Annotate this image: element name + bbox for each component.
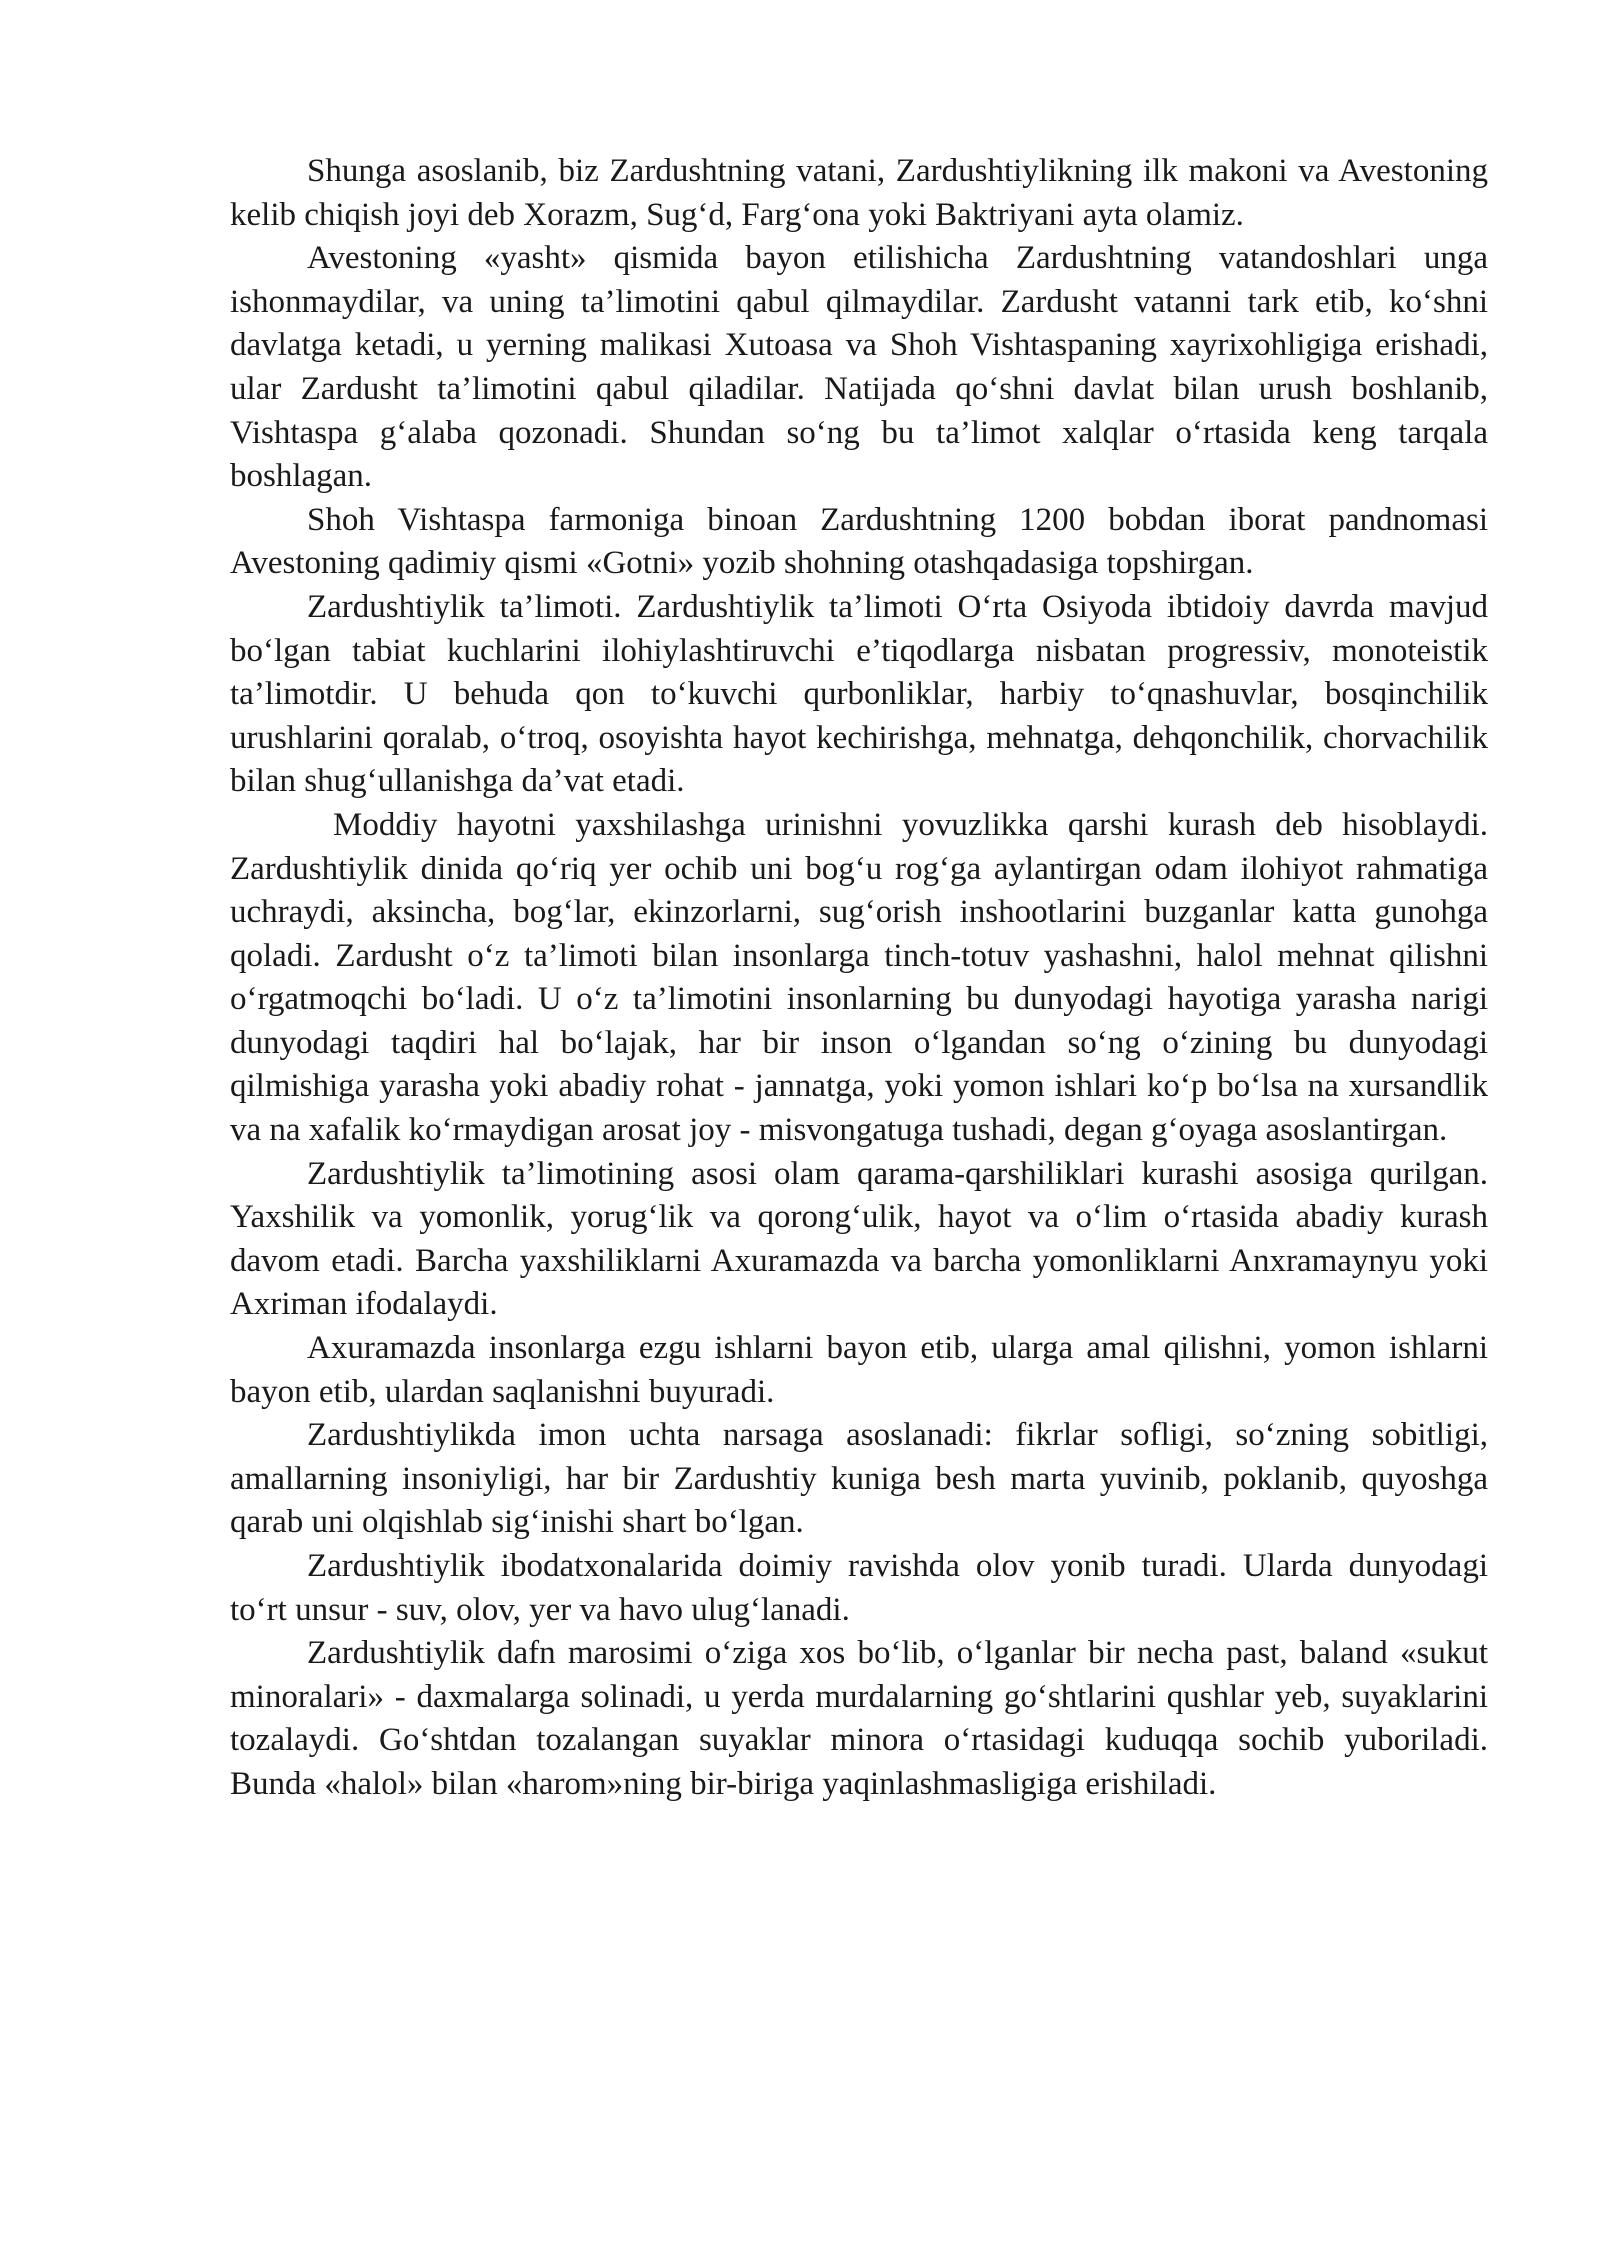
paragraph-homeland: Shunga asoslanib, biz Zardushtning vatani, Zardushtiylikning ilk makoni va Avestoning kelib chiqish joyi deb Xorazm, Sug‘d, Farg‘ona yoki Baktriyani ayta olamiz. bbox=[230, 153, 1488, 233]
paragraph-temples: Zardushtiylik ibodatxonalarida doimiy ravishda olov yonib turadi. Ularda dunyodagi to‘rt unsur - suv, olov, yer va havo ulug‘lanadi. bbox=[230, 1548, 1488, 1628]
paragraph-opposites: Zardushtiylik ta’limotining asosi olam qarama-qarshiliklari kurashi asosiga qurilgan. Yaxshilik va yomonlik, yorug‘lik va qorong‘ulik, hayot va o‘lim o‘rtasida abadiy kurash davom etadi. Barcha yaxshiliklarni Axuramazda va barcha yomonliklarni Anxramaynyu yoki Axriman ifodalaydi. bbox=[230, 1155, 1488, 1323]
document-body bbox=[230, 150, 1488, 1807]
paragraph-teaching: Zardushtiylik ta’limoti. Zardushtiylik ta’limoti O‘rta Osiyoda ibtidoiy davrda mavjud bo‘lgan tabiat kuchlarini ilohiylashtiruvchi e’tiqodlarga nisbatan progressiv, monoteistik ta’limotdir. U behuda qon to‘kuvchi qurbonliklar, harbiy to‘qnashuvlar, bosqinchilik urushlarini qoralab, o‘troq, osoyishta hayot kechirishga, mehnatga, dehqonchilik, chorvachilik bilan shug‘ullanishga da’vat etadi. bbox=[230, 588, 1488, 800]
paragraph-burial: Zardushtiylik dafn marosimi o‘ziga xos bo‘lib, o‘lganlar bir necha past, baland «sukut minoralari» - daxmalarga solinadi, u yerda murdalarning go‘shtlarini qushlar yeb, suyaklarini tozalaydi. Go‘shtdan tozalangan suyaklar minora o‘rtasidagi kuduqqa sochib yuboriladi. Bunda «halol» bilan «harom»ning bir-biriga yaqinlashmasligiga erishiladi. bbox=[230, 1635, 1488, 1802]
paragraph-vishtaspa: Shoh Vishtaspa farmoniga binoan Zardushtning 1200 bobdan iborat pandnomasi Avestoning qadimiy qismi «Gotni» yozib shohning otashqadasiga topshirgan. bbox=[230, 501, 1488, 582]
paragraph-material-life: Moddiy hayotni yaxshilashga urinishni yovuzlikka qarshi kurash deb hisoblaydi. Zardushtiylik dinida qo‘riq yer ochib uni bog‘u rog‘ga aylantirgan odam ilohiyot rahmatiga uchraydi, aksincha, bog‘lar, ekinzorlarni, sug‘orish inshootlarini buzganlar katta gunohga qoladi. Zardusht o‘z ta’limoti bilan insonlarga tinch-totuv yashashni, halol mehnat qilishni o‘rgatmoqchi bo‘ladi. U o‘z ta’limotini insonlarning bu dunyodagi hayotiga yarasha narigi dunyodagi taqdiri hal bo‘lajak, har bir inson o‘lgandan so‘ng o‘zining bu dunyodagi qilmishiga yarasha yoki abadiy rohat - jannatga, yoki yomon ishlari ko‘p bo‘lsa na xursandlik va na xafalik ko‘rmaydigan arosat joy - misvongatuga tushadi, degan g‘oyaga asoslantirgan. bbox=[230, 806, 1488, 1149]
paragraph-axuramazda: Axuramazda insonlarga ezgu ishlarni bayon etib, ularga amal qilishni, yomon ishlarni bayon etib, ulardan saqlanishni buyuradi. bbox=[230, 1330, 1488, 1410]
paragraph-yasht: Avestoning «yasht» qismida bayon etilishicha Zardushtning vatandoshlari unga ishonmaydilar, va uning ta’limotini qabul qilmaydilar. Zardusht vatanni tark etib, ko‘shni davlatga ketadi, u yerning malikasi Xutoasa va Shoh Vishtaspaning xayrixohligiga erishadi, ular Zardusht ta’limotini qabul qiladilar. Natijada qo‘shni davlat bilan urush boshlanib, Vishtaspa g‘alaba qozonadi. Shundan so‘ng bu ta’limot xalqlar o‘rtasida keng tarqala boshlagan. bbox=[230, 240, 1488, 495]
paragraph-faith: Zardushtiylikda imon uchta narsaga asoslanadi: fikrlar sofligi, so‘zning sobitligi, amallarning insoniyligi, har bir Zardushtiy kuniga besh marta yuvinib, poklanib, quyoshga qarab uni olqishlab sig‘inishi shart bo‘lgan. bbox=[230, 1417, 1488, 1541]
